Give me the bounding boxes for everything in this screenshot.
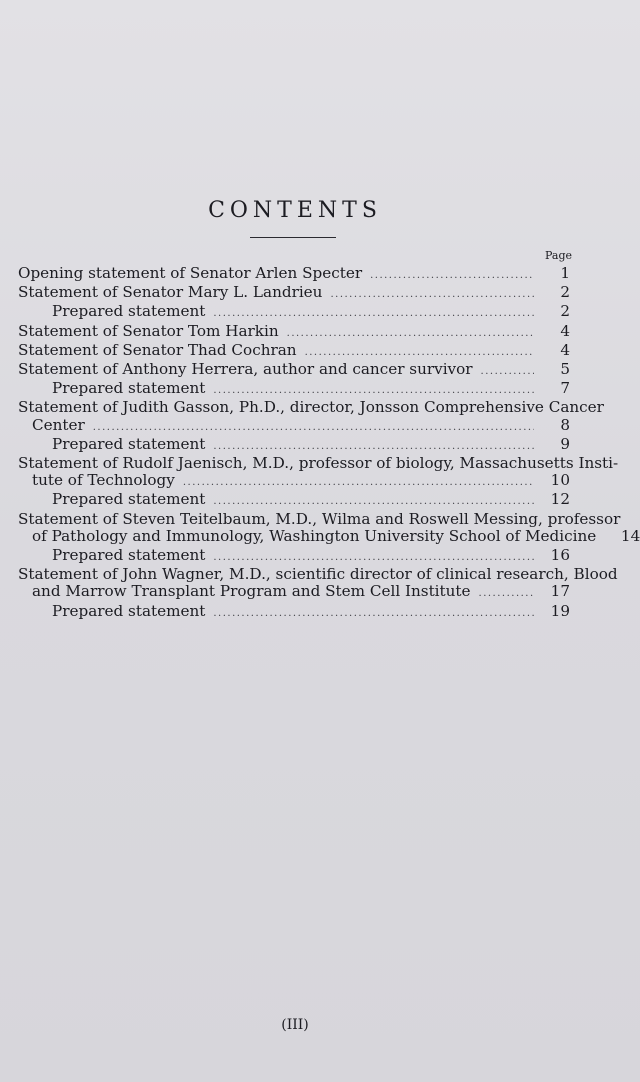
toc-entry bbox=[18, 436, 570, 455]
toc-page-number: 9 bbox=[560, 434, 570, 453]
dot-leader bbox=[213, 493, 534, 510]
toc-page-number: 17 bbox=[550, 582, 570, 601]
dot-leader bbox=[213, 382, 534, 399]
toc-entry-text: Center bbox=[32, 415, 85, 434]
toc-page-number: 1 bbox=[560, 264, 570, 282]
dot-leader bbox=[287, 325, 534, 342]
toc-entry bbox=[18, 491, 570, 510]
dot-leader bbox=[213, 549, 534, 566]
dot-leader bbox=[330, 286, 534, 303]
toc-entry-text: Statement of Senator Thad Cochran bbox=[18, 340, 297, 359]
toc-page-number: 2 bbox=[560, 283, 570, 302]
toc-entry-text: Statement of Judith Gasson, Ph.D., director, Jonsson Comprehensive Cancer bbox=[18, 398, 604, 417]
toc-entry bbox=[18, 380, 570, 399]
toc-entry bbox=[18, 547, 570, 566]
dot-leader bbox=[481, 363, 534, 380]
table-of-contents bbox=[18, 264, 640, 622]
toc-entry-text: Statement of John Wagner, M.D., scientific director of clinical research, Blood bbox=[18, 565, 618, 584]
toc-page-number: 2 bbox=[560, 302, 570, 321]
toc-page-number: 19 bbox=[550, 601, 570, 620]
toc-page-number: 16 bbox=[550, 546, 570, 565]
toc-entry bbox=[18, 342, 570, 361]
toc-page-number: 8 bbox=[560, 415, 570, 434]
toc-entry-text: Statement of Anthony Herrera, author and cancer survivor bbox=[18, 360, 473, 379]
dot-leader bbox=[305, 344, 534, 361]
toc-entry-text: of Pathology and Immunology, Washington University School of Medicine bbox=[32, 526, 597, 545]
toc-entry-text: tute of Technology bbox=[32, 471, 175, 490]
toc-entry-text: Prepared statement bbox=[52, 546, 206, 565]
toc-entry-text: Prepared statement bbox=[52, 302, 206, 321]
dot-leader bbox=[370, 267, 534, 284]
dot-leader bbox=[213, 605, 534, 622]
toc-entry bbox=[18, 398, 604, 435]
dot-leader bbox=[479, 585, 534, 602]
toc-entry bbox=[18, 565, 618, 602]
toc-entry-text: Prepared statement bbox=[52, 434, 206, 453]
toc-entry bbox=[18, 265, 570, 284]
toc-entry-text: Prepared statement bbox=[52, 490, 206, 509]
toc-page-number: 12 bbox=[550, 490, 570, 509]
title-rule bbox=[250, 237, 336, 238]
dot-leader bbox=[213, 305, 534, 322]
toc-page-number: 4 bbox=[560, 340, 570, 359]
dot-leader bbox=[93, 419, 534, 436]
toc-entry-text: Prepared statement bbox=[52, 379, 206, 398]
page-title: CONTENTS bbox=[208, 198, 382, 223]
page-column-header: Page bbox=[545, 249, 573, 262]
toc-entry-text: Statement of Senator Tom Harkin bbox=[18, 321, 279, 340]
toc-entry bbox=[18, 284, 570, 303]
toc-page-number: 4 bbox=[560, 321, 570, 340]
toc-entry-text: Prepared statement bbox=[52, 601, 206, 620]
toc-page-number: 10 bbox=[550, 471, 570, 490]
toc-entry bbox=[18, 603, 570, 622]
toc-page-number: 14 bbox=[620, 526, 640, 545]
page-number-footer: (III) bbox=[281, 1017, 309, 1033]
toc-entry bbox=[18, 303, 570, 322]
toc-page-number: 7 bbox=[560, 379, 570, 398]
toc-entry bbox=[18, 361, 570, 380]
dot-leader bbox=[183, 474, 534, 491]
toc-entry bbox=[18, 509, 640, 547]
toc-entry-text: Statement of Senator Mary L. Landrieu bbox=[18, 283, 323, 302]
toc-page-number: 5 bbox=[560, 360, 570, 379]
toc-entry-text: Opening statement of Senator Arlen Specter bbox=[18, 264, 363, 282]
toc-entry bbox=[18, 323, 570, 342]
toc-entry bbox=[18, 454, 619, 491]
toc-entry-text: Statement of Rudolf Jaenisch, M.D., professor of biology, Massachusetts Insti- bbox=[18, 454, 619, 473]
toc-entry-text: and Marrow Transplant Program and Stem Cell Institute bbox=[32, 582, 471, 601]
dot-leader bbox=[213, 438, 534, 455]
toc-entry-text: Statement of Steven Teitelbaum, M.D., Wilma and Roswell Messing, professor bbox=[18, 509, 621, 528]
